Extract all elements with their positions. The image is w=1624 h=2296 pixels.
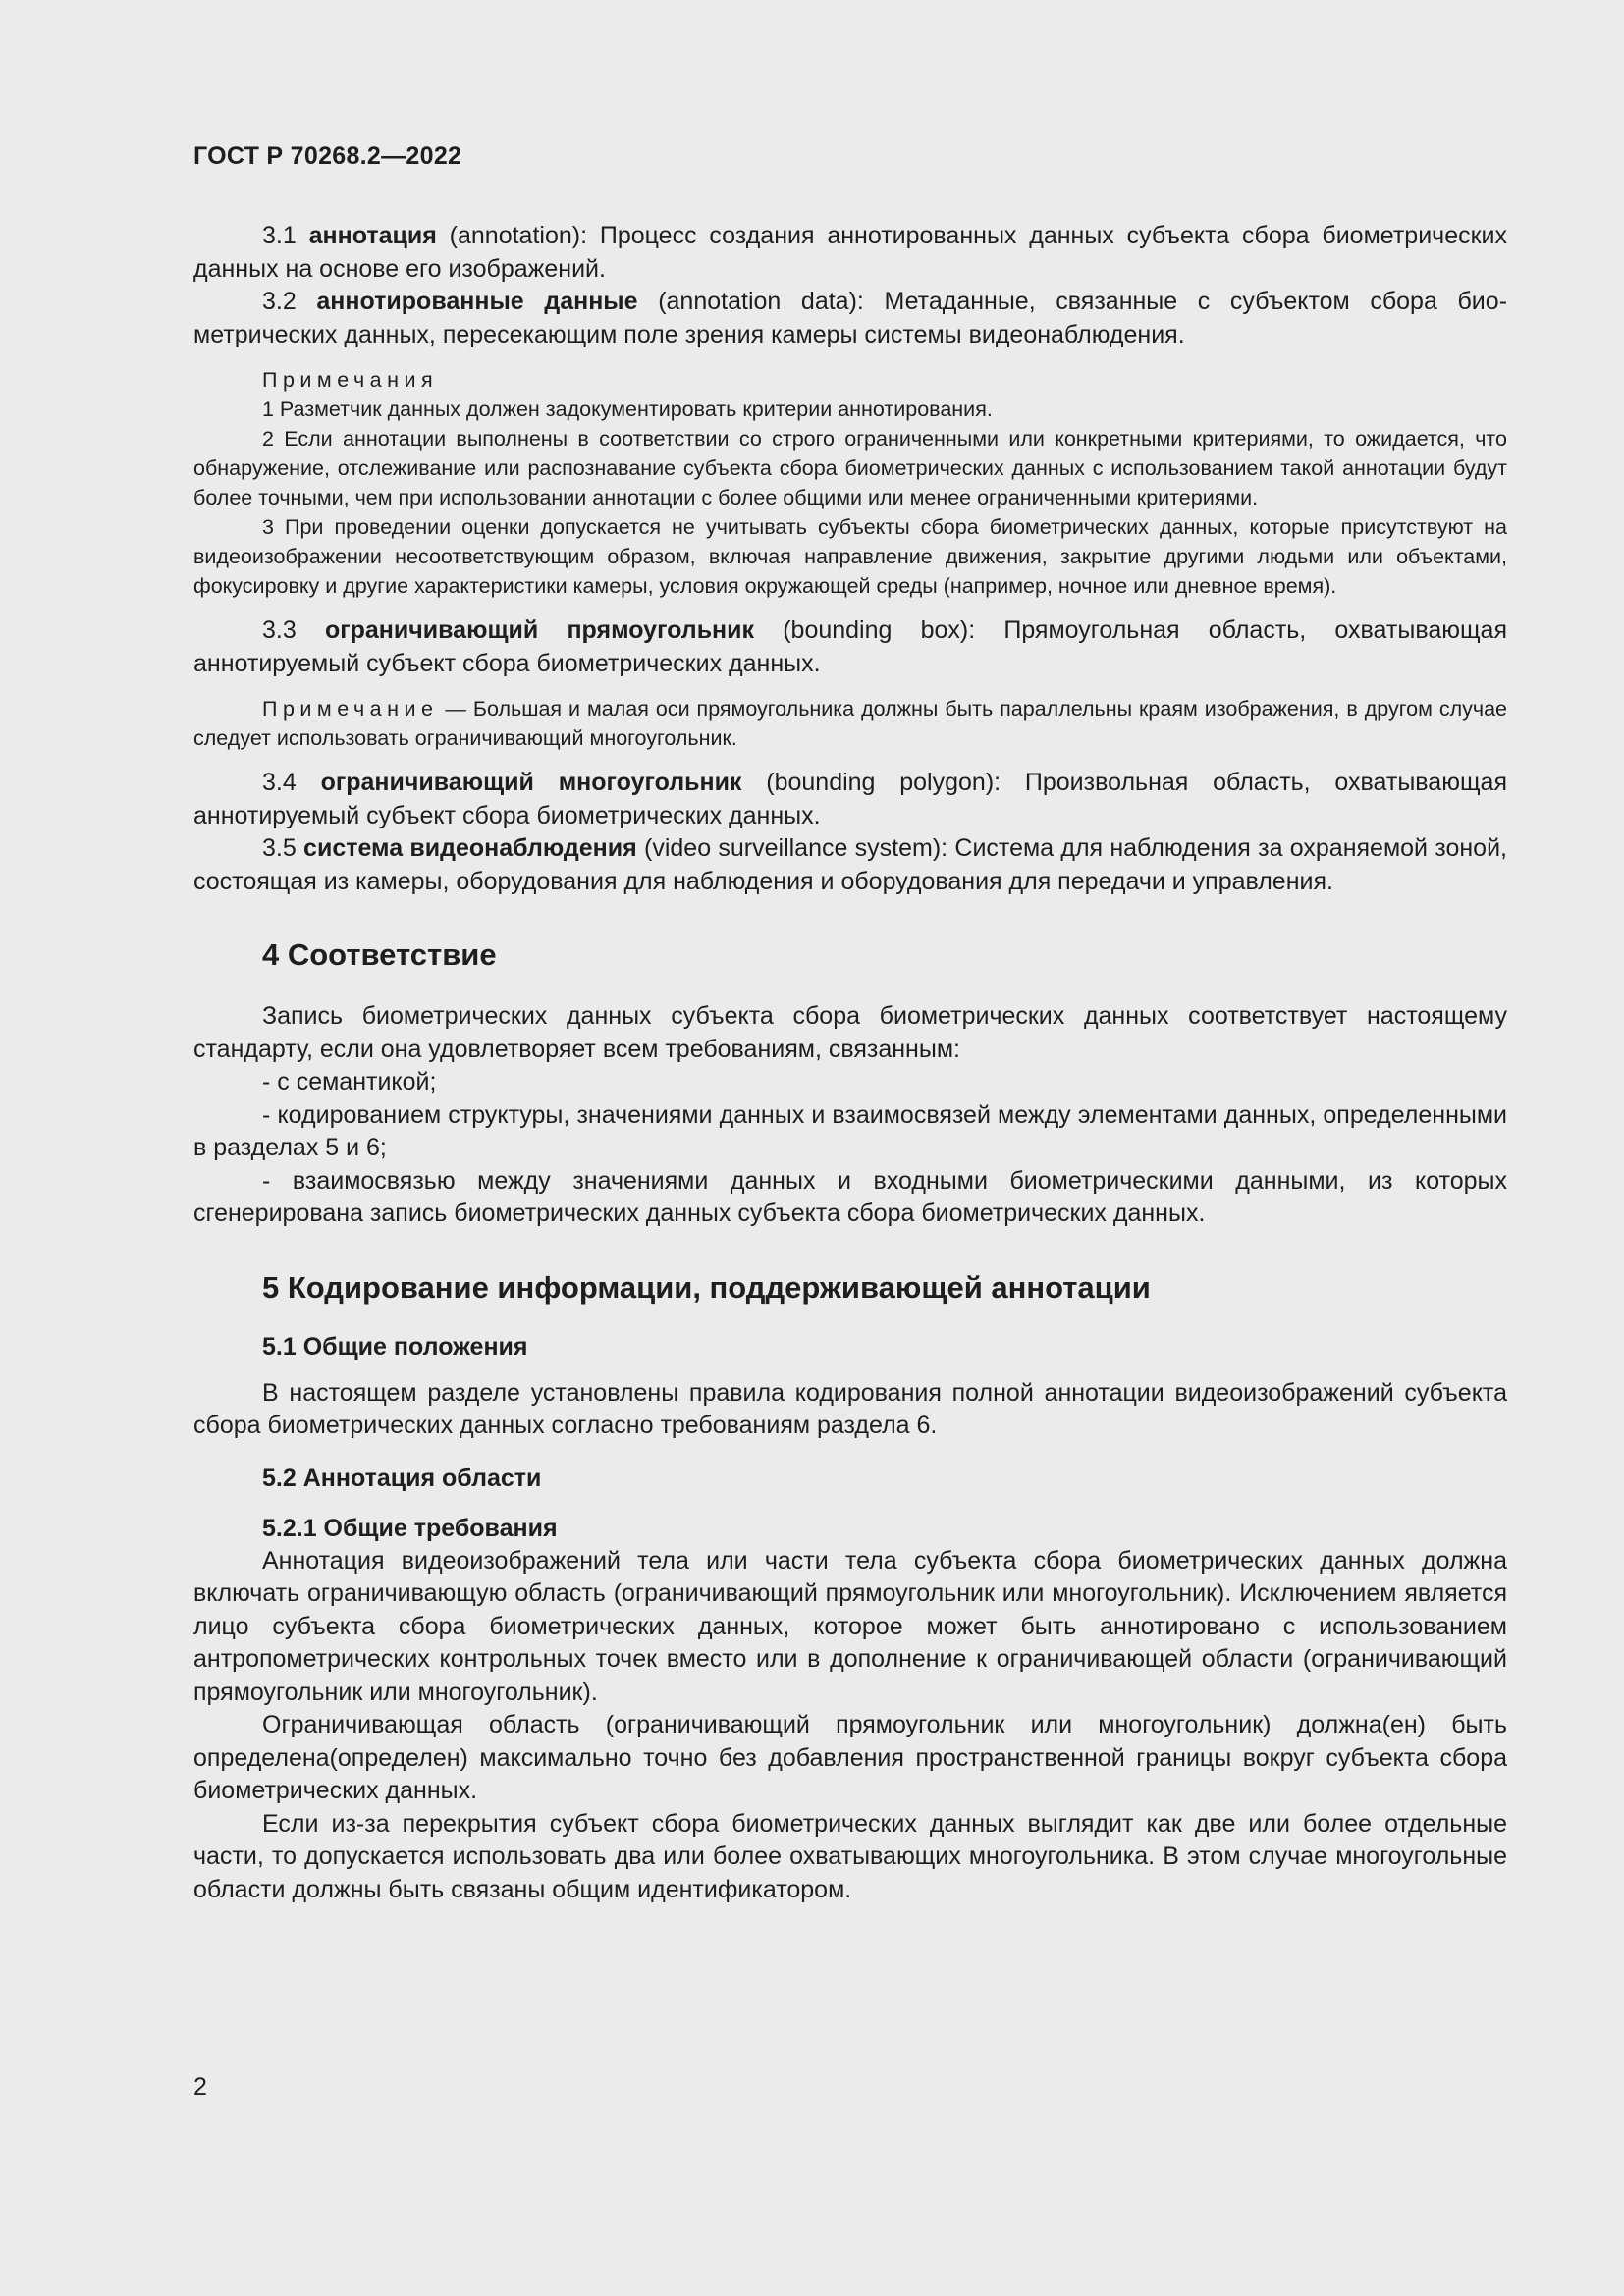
term-3-2 — [193, 286, 1507, 351]
term-number: 3.1 — [262, 222, 297, 249]
note-1: 1 Разметчик данных должен задокументировать критерии аннотирования. — [262, 398, 993, 421]
section-5-1-paragraph: В настоящем разделе установлены правила кодирования полной аннотации видеоизображений субъекта сбора биометрических данных согласно требованиям раздела 6. — [193, 1378, 1507, 1439]
section-4-paragraph: Запись биометрических данных субъекта сбора биометрических данных соответствует настоящему стандарту, если она удовлетворяет всем требованиям, связанным: — [193, 1002, 1507, 1063]
term-number: 3.5 — [262, 834, 297, 862]
list-item: - кодированием структуры, значениями данных и взаимосвязей между элементами данных, определенными в разделах 5 и 6; — [193, 1100, 1507, 1161]
term-definition: (annotation): Процесс создания аннотированных данных субъекта сбора биометрических данных на основе его изображений. — [193, 222, 1507, 283]
term-definition: (video surveillance system): Система для наблюдения за охраняемой зоной, состоящая из камеры, оборудования для наблюдения и оборудования для передачи и управления. — [193, 834, 1507, 895]
term-3-3 — [193, 614, 1507, 680]
note-3-3 — [193, 694, 1507, 753]
term-definition: (bounding polygon): Произвольная область, охватывающая аннотируемый субъект сбора биометрических данных. — [193, 769, 1507, 829]
list-item: - с семантикой; — [262, 1068, 437, 1095]
section-4-heading: 4 Соответствие — [262, 937, 497, 972]
section-5-2-1-paragraph: Аннотация видеоизображений тела или части тела субъекта сбора биометрических данных должна включать ограничивающую область (ограничивающий прямоугольник или многоугольник). Исключением является лицо субъекта сбора биометрических данных, которое может быть аннотировано с использованием антропометрических контрольных точек вместо или в дополнение к ограничивающей области (ограничивающий прямоугольник или многоугольник). — [193, 1546, 1507, 1706]
list-item: - взаимосвязью между значениями данных и входными биометрическими данными, из которых сгенерирована запись биометрических данных субъекта сбора биометрических данных. — [193, 1166, 1507, 1227]
term-definition: (bounding box): Прямоугольная область, охватывающая аннотируемый субъект сбора биометрических данных. — [193, 616, 1507, 677]
note-2: 2 Если аннотации выполнены в соответствии со строго ограниченными или конкретными критериями, то ожидается, что обнаружение, отслеживание или распознавание субъекта сбора биометрических данных с использованием такой аннотации будут более точными, чем при использовании аннотации с более общими или менее ограниченными критериями. — [193, 427, 1507, 509]
document-page — [193, 142, 1507, 1906]
section-5-2-1-paragraph: Если из-за перекрытия субъект сбора биометрических данных выглядит как две или более отдельные части, то допускается использовать два или более охватывающих многоугольника. В этом случае многоугольные области должны быть связаны общим идентификатором. — [193, 1809, 1507, 1903]
term-3-4 — [193, 767, 1507, 832]
section-5-heading: 5 Кодирование информации, поддерживающей аннотации — [262, 1269, 1151, 1305]
term-title: система видеонаблюдения — [303, 834, 637, 862]
term-number: 3.3 — [262, 616, 297, 644]
term-number: 3.4 — [262, 769, 297, 796]
section-5-1-heading: 5.1 Общие положения — [262, 1332, 528, 1361]
term-title: ограничивающий многоугольник — [320, 769, 742, 796]
section-5-2-1-heading: 5.2.1 Общие требования — [262, 1514, 558, 1542]
section-5-2-heading: 5.2 Аннотация области — [262, 1464, 542, 1492]
term-number: 3.2 — [262, 288, 297, 315]
term-3-1 — [193, 220, 1507, 286]
term-title: ограничивающий прямоугольник — [324, 616, 755, 644]
note-text: — Большая и малая оси прямоугольника должны быть параллельны краям изображения, в другом случае следует использовать ограничивающий многоугольник. — [193, 697, 1507, 750]
page-number: 2 — [193, 2073, 207, 2101]
term-definition: (annotation data): Метаданные, связанные с субъектом сбора биометрических данных, пересекающим поле зрения камеры системы видеонаблюдения. — [193, 288, 1508, 348]
note-label: Примечание — [262, 697, 439, 721]
document-header: ГОСТ Р 70268.2—2022 — [193, 142, 462, 170]
notes-heading: Примечания — [262, 368, 439, 392]
section-5-2-1-paragraph: Ограничивающая область (ограничивающий прямоугольник или многоугольник) должна(ен) быть определена(определен) максимально точно без добавления пространственной границы вокруг субъекта сбора биометрических данных. — [193, 1711, 1507, 1804]
term-3-5 — [193, 832, 1507, 898]
term-title: аннотированные данные — [316, 288, 638, 315]
term-title: аннотация — [308, 222, 437, 249]
note-3: 3 При проведении оценки допускается не учитывать субъекты сбора биометрических данных, которые присутствуют на видеоизображении несоответствующим образом, включая направление движения, закрытие другими людьми или объектами, фокусировку и другие характеристики камеры, условия окружающей среды (например, ночное или дневное время). — [193, 515, 1507, 598]
